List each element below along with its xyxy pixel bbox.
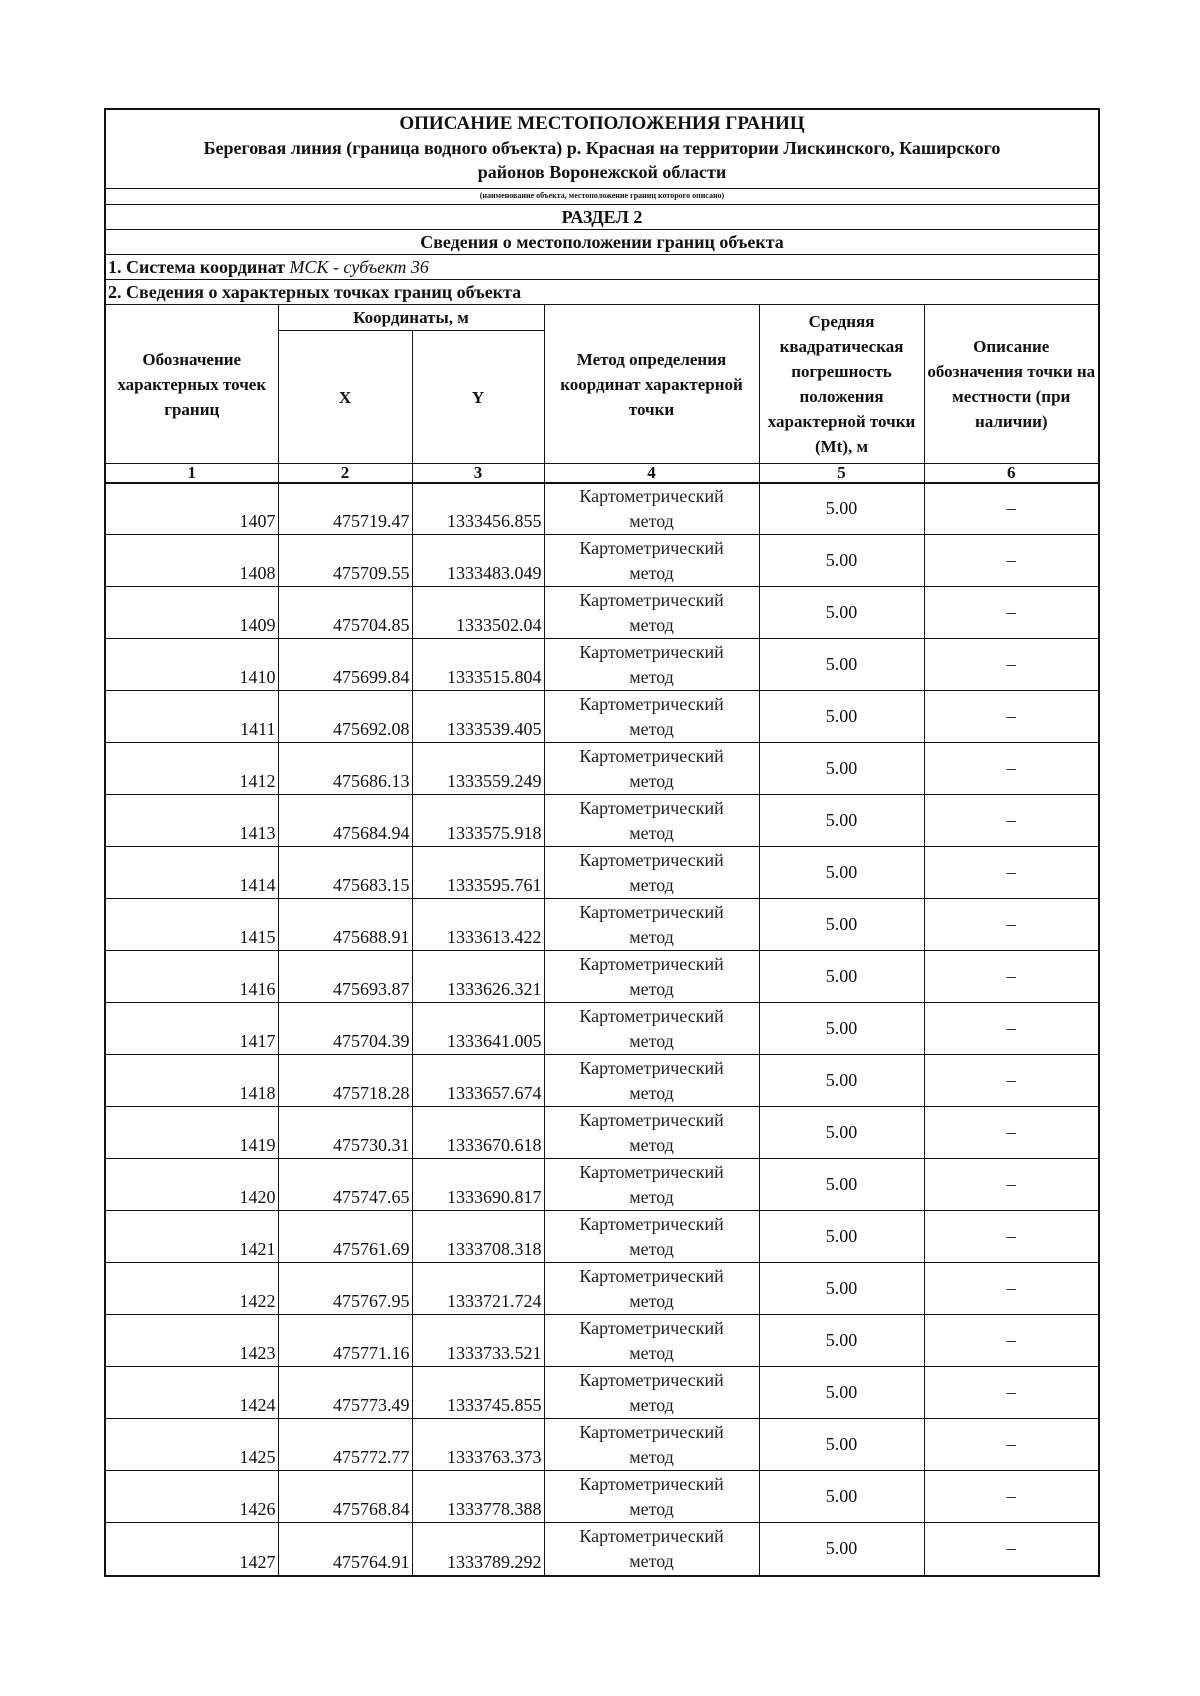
method-cell — [544, 743, 759, 795]
document-header — [106, 110, 1098, 189]
point-description: – — [924, 1159, 1098, 1211]
point-number: 1426 — [106, 1471, 278, 1523]
method-text: метод — [629, 1498, 674, 1519]
point-description: – — [924, 1315, 1098, 1367]
header-y: Y — [412, 331, 544, 464]
table-row — [106, 1107, 1098, 1159]
table-row — [106, 639, 1098, 691]
x-coordinate: 475709.55 — [278, 535, 412, 587]
method-text: метод — [629, 770, 674, 791]
point-description: – — [924, 535, 1098, 587]
x-coordinate: 475704.85 — [278, 587, 412, 639]
method-text: Картометрический — [579, 953, 724, 974]
table-row — [106, 951, 1098, 1003]
method-cell — [544, 847, 759, 899]
point-number: 1416 — [106, 951, 278, 1003]
mean-error: 5.00 — [759, 951, 924, 1003]
method-text: метод — [629, 978, 674, 999]
y-coordinate: 1333778.388 — [412, 1471, 544, 1523]
mean-error: 5.00 — [759, 639, 924, 691]
point-description: – — [924, 483, 1098, 535]
point-number: 1424 — [106, 1367, 278, 1419]
x-coordinate: 475684.94 — [278, 795, 412, 847]
method-cell — [544, 483, 759, 535]
y-coordinate: 1333502.04 — [412, 587, 544, 639]
point-description: – — [924, 1211, 1098, 1263]
method-text: метод — [629, 1446, 674, 1467]
point-description: – — [924, 743, 1098, 795]
point-description: – — [924, 691, 1098, 743]
boundary-description-sheet — [104, 108, 1100, 1577]
object-caption: (наименование объекта, местоположение границ которого описано) — [106, 189, 1098, 205]
table-row — [106, 899, 1098, 951]
table-row — [106, 1055, 1098, 1107]
point-number: 1410 — [106, 639, 278, 691]
method-cell — [544, 1003, 759, 1055]
y-coordinate: 1333670.618 — [412, 1107, 544, 1159]
column-number: 5 — [759, 464, 924, 483]
points-section-title: 2. Сведения о характерных точках границ объекта — [106, 280, 1098, 305]
point-number: 1407 — [106, 483, 278, 535]
table-row — [106, 795, 1098, 847]
point-description: – — [924, 1419, 1098, 1471]
object-name-line-2: районов Воронежской области — [477, 162, 727, 182]
table-row — [106, 1471, 1098, 1523]
section-number: РАЗДЕЛ 2 — [106, 205, 1098, 230]
x-coordinate: 475761.69 — [278, 1211, 412, 1263]
y-coordinate: 1333595.761 — [412, 847, 544, 899]
method-text: метод — [629, 1082, 674, 1103]
y-coordinate: 1333708.318 — [412, 1211, 544, 1263]
y-coordinate: 1333575.918 — [412, 795, 544, 847]
method-text: Картометрический — [579, 1057, 724, 1078]
mean-error: 5.00 — [759, 1055, 924, 1107]
method-text: Картометрический — [579, 693, 724, 714]
header-x: X — [278, 331, 412, 464]
method-text: Картометрический — [579, 901, 724, 922]
method-text: метод — [629, 562, 674, 583]
method-cell — [544, 1367, 759, 1419]
point-description: – — [924, 1367, 1098, 1419]
mean-error: 5.00 — [759, 1003, 924, 1055]
point-description: – — [924, 899, 1098, 951]
method-text: Картометрический — [579, 641, 724, 662]
point-number: 1408 — [106, 535, 278, 587]
x-coordinate: 475767.95 — [278, 1263, 412, 1315]
point-description: – — [924, 1055, 1098, 1107]
point-description: – — [924, 1003, 1098, 1055]
coordinate-system-value: МСК - субъект 36 — [289, 257, 429, 277]
table-row — [106, 1003, 1098, 1055]
method-text: метод — [629, 822, 674, 843]
method-cell — [544, 587, 759, 639]
header-point-label: Обозначение характерных точек границ — [106, 305, 278, 464]
table-row — [106, 1263, 1098, 1315]
x-coordinate: 475768.84 — [278, 1471, 412, 1523]
x-coordinate: 475718.28 — [278, 1055, 412, 1107]
mean-error: 5.00 — [759, 1419, 924, 1471]
method-text: Картометрический — [579, 745, 724, 766]
y-coordinate: 1333789.292 — [412, 1523, 544, 1575]
document-title: ОПИСАНИЕ МЕСТОПОЛОЖЕНИЯ ГРАНИЦ — [399, 113, 805, 134]
header-description: Описание обозначения точки на местности (при наличии) — [924, 305, 1098, 464]
x-coordinate: 475719.47 — [278, 483, 412, 535]
method-cell — [544, 1419, 759, 1471]
table-row — [106, 535, 1098, 587]
header-coordinates: Координаты, м — [278, 305, 544, 331]
method-text: метод — [629, 1238, 674, 1259]
table-row — [106, 743, 1098, 795]
table-row — [106, 1419, 1098, 1471]
column-number-row — [106, 464, 1098, 483]
method-text: метод — [629, 874, 674, 895]
point-number: 1425 — [106, 1419, 278, 1471]
coordinate-system-label: 1. Система координат — [108, 257, 285, 277]
mean-error: 5.00 — [759, 1211, 924, 1263]
method-text: Картометрический — [579, 1161, 724, 1182]
method-text: метод — [629, 1290, 674, 1311]
x-coordinate: 475686.13 — [278, 743, 412, 795]
method-cell — [544, 795, 759, 847]
column-number: 1 — [106, 464, 278, 483]
mean-error: 5.00 — [759, 1523, 924, 1575]
method-text: метод — [629, 718, 674, 739]
method-text: Картометрический — [579, 1005, 724, 1026]
method-cell — [544, 535, 759, 587]
method-text: метод — [629, 666, 674, 687]
y-coordinate: 1333745.855 — [412, 1367, 544, 1419]
x-coordinate: 475693.87 — [278, 951, 412, 1003]
y-coordinate: 1333483.049 — [412, 535, 544, 587]
table-row — [106, 1211, 1098, 1263]
method-cell — [544, 1159, 759, 1211]
point-number: 1417 — [106, 1003, 278, 1055]
mean-error: 5.00 — [759, 535, 924, 587]
point-description: – — [924, 795, 1098, 847]
table-row — [106, 691, 1098, 743]
point-number: 1419 — [106, 1107, 278, 1159]
header-error: Средняя квадратическая погрешность положения характерной точки (Mt), м — [759, 305, 924, 464]
method-cell — [544, 1211, 759, 1263]
y-coordinate: 1333641.005 — [412, 1003, 544, 1055]
y-coordinate: 1333733.521 — [412, 1315, 544, 1367]
x-coordinate: 475773.49 — [278, 1367, 412, 1419]
y-coordinate: 1333559.249 — [412, 743, 544, 795]
table-row — [106, 1159, 1098, 1211]
method-text: Картометрический — [579, 485, 724, 506]
mean-error: 5.00 — [759, 1315, 924, 1367]
point-description: – — [924, 587, 1098, 639]
mean-error: 5.00 — [759, 1367, 924, 1419]
method-text: Картометрический — [579, 1525, 724, 1546]
point-description: – — [924, 1471, 1098, 1523]
method-text: Картометрический — [579, 1473, 724, 1494]
mean-error: 5.00 — [759, 795, 924, 847]
point-number: 1423 — [106, 1315, 278, 1367]
point-number: 1413 — [106, 795, 278, 847]
mean-error: 5.00 — [759, 847, 924, 899]
method-cell — [544, 1055, 759, 1107]
method-text: метод — [629, 1342, 674, 1363]
y-coordinate: 1333456.855 — [412, 483, 544, 535]
table-row — [106, 1523, 1098, 1575]
method-text: метод — [629, 926, 674, 947]
mean-error: 5.00 — [759, 1263, 924, 1315]
method-text: метод — [629, 1134, 674, 1155]
table-row — [106, 1367, 1098, 1419]
column-number: 4 — [544, 464, 759, 483]
header-method: Метод определения координат характерной точки — [544, 305, 759, 464]
section-title: Сведения о местоположении границ объекта — [106, 230, 1098, 255]
mean-error: 5.00 — [759, 587, 924, 639]
method-cell — [544, 1523, 759, 1575]
column-number: 3 — [412, 464, 544, 483]
y-coordinate: 1333763.373 — [412, 1419, 544, 1471]
point-number: 1420 — [106, 1159, 278, 1211]
y-coordinate: 1333539.405 — [412, 691, 544, 743]
x-coordinate: 475771.16 — [278, 1315, 412, 1367]
method-text: Картометрический — [579, 1369, 724, 1390]
points-table-body — [106, 483, 1098, 1575]
point-number: 1422 — [106, 1263, 278, 1315]
point-description: – — [924, 1263, 1098, 1315]
mean-error: 5.00 — [759, 1159, 924, 1211]
coordinate-system-line — [106, 255, 1098, 280]
y-coordinate: 1333515.804 — [412, 639, 544, 691]
x-coordinate: 475764.91 — [278, 1523, 412, 1575]
x-coordinate: 475688.91 — [278, 899, 412, 951]
point-description: – — [924, 847, 1098, 899]
column-number: 6 — [924, 464, 1098, 483]
method-cell — [544, 1107, 759, 1159]
point-description: – — [924, 1523, 1098, 1575]
method-text: метод — [629, 1550, 674, 1571]
point-number: 1418 — [106, 1055, 278, 1107]
method-text: Картометрический — [579, 849, 724, 870]
y-coordinate: 1333690.817 — [412, 1159, 544, 1211]
point-description: – — [924, 639, 1098, 691]
method-text: Картометрический — [579, 537, 724, 558]
method-text: метод — [629, 510, 674, 531]
object-name-line-1: Береговая линия (граница водного объекта) р. Красная на территории Лискинского, Каширского — [203, 138, 1001, 158]
point-description: – — [924, 951, 1098, 1003]
y-coordinate: 1333657.674 — [412, 1055, 544, 1107]
method-text: Картометрический — [579, 589, 724, 610]
point-number: 1427 — [106, 1523, 278, 1575]
x-coordinate: 475730.31 — [278, 1107, 412, 1159]
table-row — [106, 587, 1098, 639]
method-text: Картометрический — [579, 797, 724, 818]
method-cell — [544, 639, 759, 691]
mean-error: 5.00 — [759, 743, 924, 795]
method-text: Картометрический — [579, 1265, 724, 1286]
mean-error: 5.00 — [759, 1471, 924, 1523]
boundary-points-table — [106, 305, 1098, 1575]
x-coordinate: 475683.15 — [278, 847, 412, 899]
point-description: – — [924, 1107, 1098, 1159]
method-cell — [544, 951, 759, 1003]
mean-error: 5.00 — [759, 1107, 924, 1159]
point-number: 1421 — [106, 1211, 278, 1263]
method-cell — [544, 691, 759, 743]
method-text: Картометрический — [579, 1317, 724, 1338]
mean-error: 5.00 — [759, 899, 924, 951]
table-row — [106, 483, 1098, 535]
method-text: метод — [629, 1186, 674, 1207]
mean-error: 5.00 — [759, 483, 924, 535]
point-number: 1412 — [106, 743, 278, 795]
y-coordinate: 1333626.321 — [412, 951, 544, 1003]
point-number: 1409 — [106, 587, 278, 639]
mean-error: 5.00 — [759, 691, 924, 743]
table-row — [106, 847, 1098, 899]
column-number: 2 — [278, 464, 412, 483]
method-text: метод — [629, 614, 674, 635]
method-text: метод — [629, 1394, 674, 1415]
x-coordinate: 475704.39 — [278, 1003, 412, 1055]
point-number: 1414 — [106, 847, 278, 899]
x-coordinate: 475772.77 — [278, 1419, 412, 1471]
y-coordinate: 1333721.724 — [412, 1263, 544, 1315]
table-row — [106, 1315, 1098, 1367]
method-text: метод — [629, 1030, 674, 1051]
y-coordinate: 1333613.422 — [412, 899, 544, 951]
method-text: Картометрический — [579, 1213, 724, 1234]
point-number: 1415 — [106, 899, 278, 951]
method-cell — [544, 1471, 759, 1523]
method-text: Картометрический — [579, 1109, 724, 1130]
method-cell — [544, 899, 759, 951]
x-coordinate: 475699.84 — [278, 639, 412, 691]
x-coordinate: 475692.08 — [278, 691, 412, 743]
method-cell — [544, 1263, 759, 1315]
x-coordinate: 475747.65 — [278, 1159, 412, 1211]
method-text: Картометрический — [579, 1421, 724, 1442]
method-cell — [544, 1315, 759, 1367]
point-number: 1411 — [106, 691, 278, 743]
